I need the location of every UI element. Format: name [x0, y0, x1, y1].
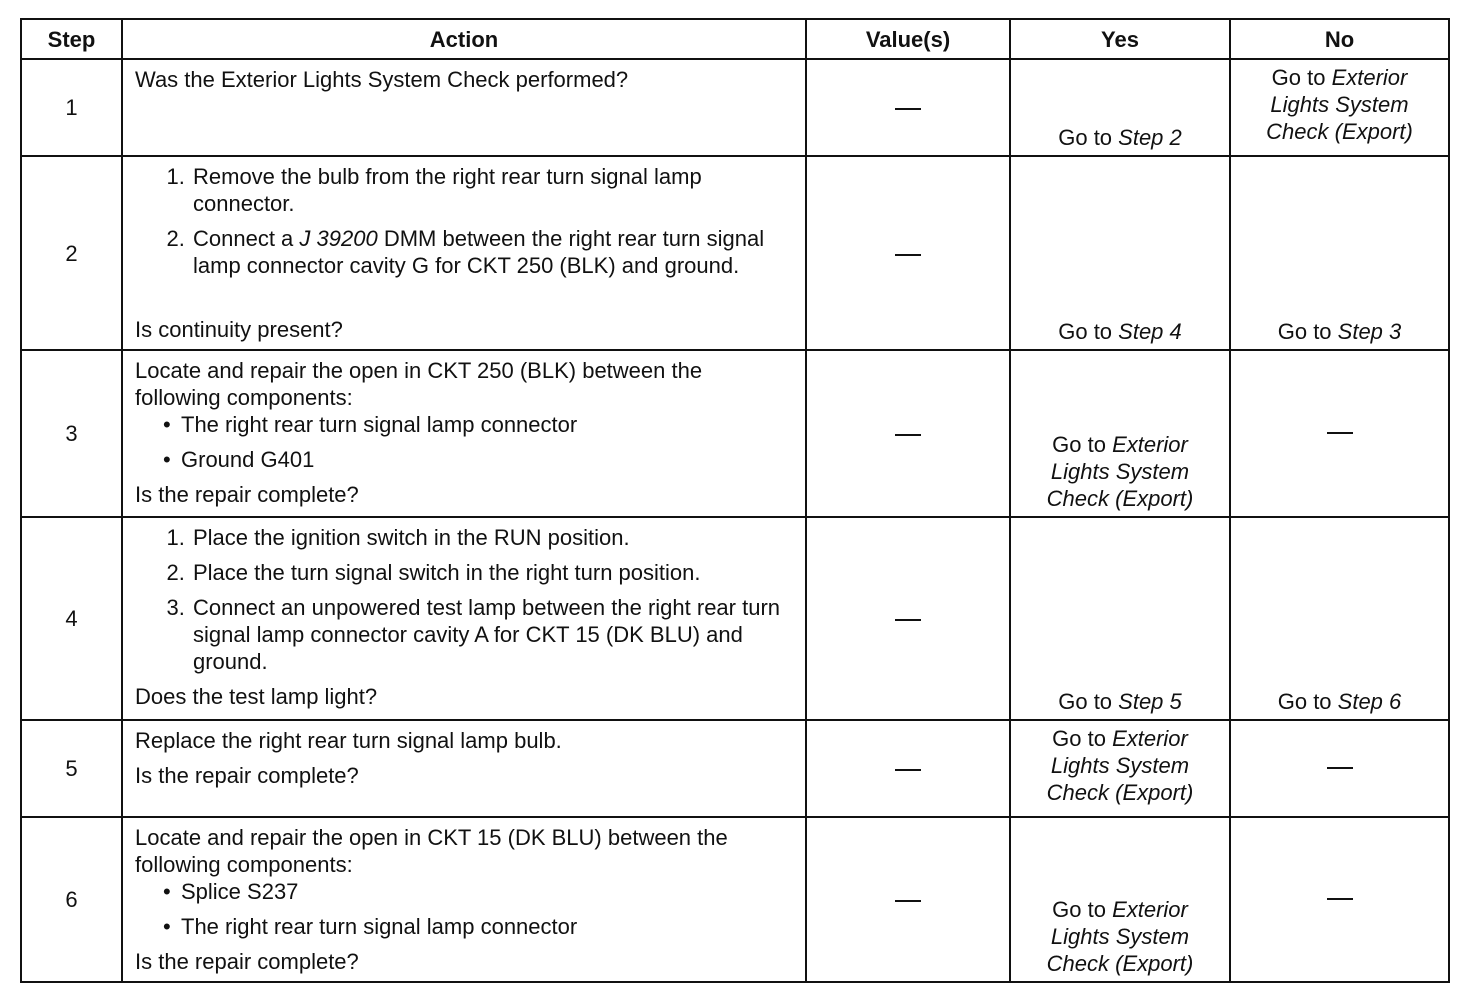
dash-mark — [895, 434, 921, 436]
no-target: Step 6 — [1337, 689, 1402, 714]
action-cell — [122, 59, 806, 156]
yes-cell — [1010, 817, 1230, 982]
action-step-item: 3. Connect an unpowered test lamp between the right rear turn signal lamp connector cavity A for CKT 15 (DK BLU) and ground. — [191, 594, 793, 675]
yes-cell — [1010, 517, 1230, 720]
yes-target: Step 4 — [1118, 319, 1182, 344]
table-row — [21, 517, 1449, 720]
yes-cell — [1010, 156, 1230, 350]
yes-target: Step 2 — [1118, 125, 1182, 150]
table-row — [21, 59, 1449, 156]
action-question: Is the repair complete? — [135, 482, 359, 507]
no-prefix: Go to — [1271, 65, 1332, 90]
dash-mark — [895, 619, 921, 621]
component-list — [135, 411, 793, 473]
item-text: DMM between the right rear turn signal lamp connector cavity G for CKT 250 (BLK) and ground. — [193, 226, 765, 278]
diagnostic-table — [20, 18, 1450, 983]
yes-cell — [1010, 350, 1230, 517]
table-row — [21, 350, 1449, 517]
table-row — [21, 156, 1449, 350]
yes-target: Exterior Lights System Check (Export) — [1046, 432, 1194, 511]
no-prefix: Go to — [1277, 319, 1338, 344]
step-number: 6 — [21, 817, 122, 982]
action-intro: Locate and repair the open in CKT 15 (DK BLU) between the following components: — [135, 825, 728, 877]
no-cell — [1230, 517, 1449, 720]
header-yes: Yes — [1010, 19, 1230, 59]
action-cell — [122, 156, 806, 350]
action-cell — [122, 817, 806, 982]
header-no: No — [1230, 19, 1449, 59]
no-cell — [1230, 817, 1449, 982]
dash-mark — [895, 108, 921, 110]
step-number: 3 — [21, 350, 122, 517]
yes-target: Exterior Lights System Check (Export) — [1046, 726, 1194, 805]
action-steps — [135, 163, 793, 287]
component-item: • The right rear turn signal lamp connector — [181, 411, 793, 438]
yes-target: Exterior Lights System Check (Export) — [1046, 897, 1194, 976]
value-cell — [806, 156, 1010, 350]
action-intro: Locate and repair the open in CKT 250 (BLK) between the following components: — [135, 358, 703, 410]
dash-mark — [1327, 432, 1353, 434]
no-target: Step 3 — [1337, 319, 1402, 344]
table-row — [21, 817, 1449, 982]
no-cell — [1230, 156, 1449, 350]
step-number: 5 — [21, 720, 122, 817]
value-cell — [806, 517, 1010, 720]
yes-prefix: Go to — [1052, 432, 1113, 457]
yes-target: Step 5 — [1118, 689, 1182, 714]
component-list — [135, 878, 793, 940]
value-cell — [806, 350, 1010, 517]
action-question: Is the repair complete? — [135, 763, 359, 788]
action-cell — [122, 517, 806, 720]
yes-cell — [1010, 59, 1230, 156]
action-step-item: 2. Place the turn signal switch in the right turn position. — [191, 559, 793, 586]
no-cell — [1230, 350, 1449, 517]
dash-mark — [895, 254, 921, 256]
tool-name: J 39200 — [299, 226, 378, 251]
value-cell — [806, 720, 1010, 817]
action-step-item — [191, 225, 793, 279]
component-item: • Ground G401 — [181, 446, 793, 473]
component-item: • Splice S237 — [181, 878, 793, 905]
action-step-item: 1. Place the ignition switch in the RUN position. — [191, 524, 793, 551]
header-action: Action — [122, 19, 806, 59]
yes-prefix: Go to — [1058, 319, 1119, 344]
header-values: Value(s) — [806, 19, 1010, 59]
step-number: 2 — [21, 156, 122, 350]
value-cell — [806, 59, 1010, 156]
action-cell — [122, 350, 806, 517]
table-row — [21, 720, 1449, 817]
action-question: Is the repair complete? — [135, 949, 359, 974]
yes-prefix: Go to — [1058, 689, 1119, 714]
dash-mark — [895, 769, 921, 771]
action-intro: Replace the right rear turn signal lamp bulb. — [135, 728, 562, 753]
action-cell — [122, 720, 806, 817]
no-prefix: Go to — [1277, 689, 1338, 714]
action-question: Does the test lamp light? — [135, 684, 378, 709]
dash-mark — [1327, 767, 1353, 769]
action-question: Is continuity present? — [135, 317, 343, 342]
no-cell — [1230, 720, 1449, 817]
value-cell — [806, 817, 1010, 982]
yes-prefix: Go to — [1058, 125, 1119, 150]
no-cell — [1230, 59, 1449, 156]
yes-cell — [1010, 720, 1230, 817]
component-item: • The right rear turn signal lamp connector — [181, 913, 793, 940]
action-question: Was the Exterior Lights System Check performed? — [135, 67, 629, 92]
header-step: Step — [21, 19, 122, 59]
no-target: Exterior Lights System Check (Export) — [1266, 65, 1413, 144]
header-row — [21, 19, 1449, 59]
dash-mark — [895, 900, 921, 902]
dash-mark — [1327, 898, 1353, 900]
item-text: Connect a — [193, 226, 300, 251]
action-step-item: 1. Remove the bulb from the right rear turn signal lamp connector. — [191, 163, 793, 217]
step-number: 1 — [21, 59, 122, 156]
yes-prefix: Go to — [1052, 726, 1113, 751]
yes-prefix: Go to — [1052, 897, 1113, 922]
action-steps — [135, 524, 793, 675]
step-number: 4 — [21, 517, 122, 720]
